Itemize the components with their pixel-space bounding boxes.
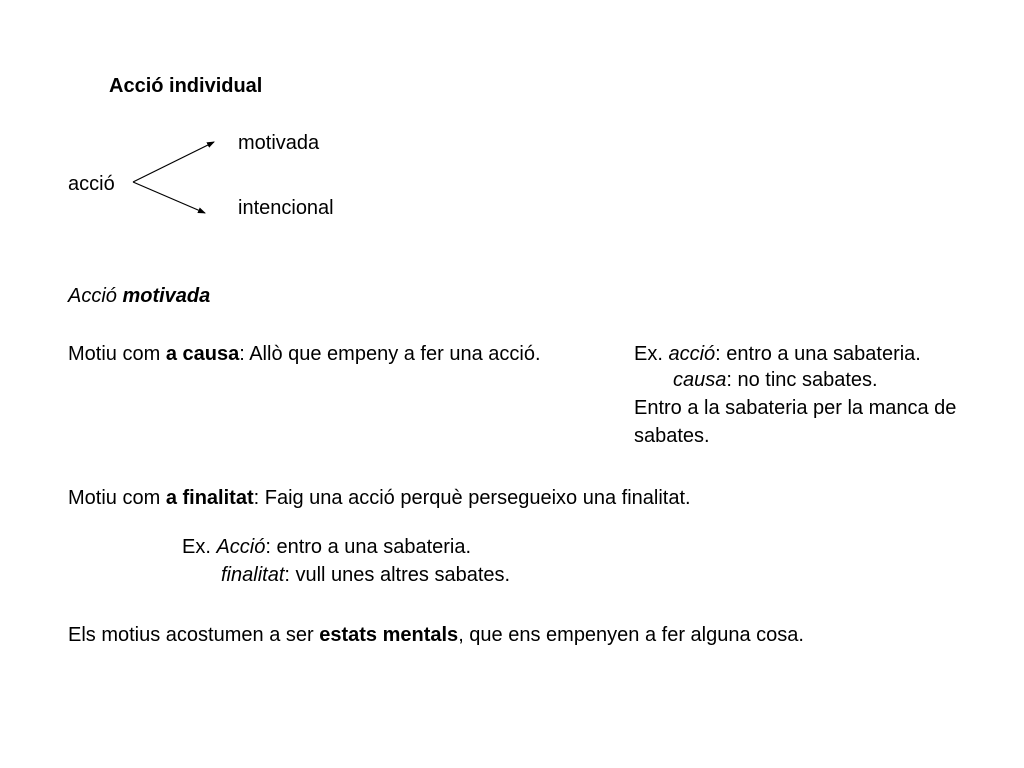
diagram-root-label: acció: [68, 173, 115, 195]
finalitat-example-action: [182, 535, 471, 559]
finalitat-action-text: : entro a una sabateria.: [265, 536, 472, 558]
causa-explanation-line2: sabates.: [634, 425, 710, 447]
arrow-to-motivada: [133, 142, 214, 182]
section-title-part2: motivada: [122, 285, 211, 307]
finalitat-term: a finalitat: [165, 487, 254, 509]
section-title: [68, 284, 210, 308]
arrow-to-intencional: [133, 182, 205, 213]
conclusion-term: estats mentals: [319, 624, 459, 646]
diagram-lower-label: intencional: [238, 197, 334, 219]
finalitat-prefix: Motiu com: [68, 487, 166, 509]
causa-explanation-line1: Entro a la sabateria per la manca de: [634, 397, 957, 419]
finalitat-definition-text: : Faig una acció perquè persegueixo una finalitat.: [253, 487, 691, 509]
causa-action-label: acció: [668, 343, 716, 365]
conclusion-suffix: , que ens empenyen a fer alguna cosa.: [458, 624, 804, 646]
finalitat-ex-label: Ex.: [182, 536, 217, 558]
causa-cause-text: : no tinc sabates.: [726, 369, 878, 391]
causa-ex-label: Ex.: [634, 343, 669, 365]
section-title-part1: Acció: [68, 285, 117, 307]
diagram-upper-label: motivada: [238, 132, 320, 154]
heading: Acció individual: [109, 75, 263, 97]
causa-term: a causa: [165, 343, 240, 365]
causa-definition: [68, 342, 541, 366]
causa-example-action: [634, 342, 921, 366]
finalitat-goal-label: finalitat: [221, 564, 285, 586]
causa-prefix: Motiu com: [68, 343, 166, 365]
causa-action-text: : entro a una sabateria.: [715, 343, 921, 365]
causa-definition-text: : Allò que empeny a fer una acció.: [239, 343, 541, 365]
causa-example-cause: [673, 368, 878, 392]
finalitat-goal-text: : vull unes altres sabates.: [284, 564, 511, 586]
finalitat-definition: [68, 486, 691, 510]
conclusion: [68, 623, 804, 647]
causa-cause-label: causa: [673, 369, 727, 391]
finalitat-example-goal: [221, 563, 510, 587]
conclusion-prefix: Els motius acostumen a ser: [68, 624, 320, 646]
finalitat-action-label: Acció: [216, 536, 266, 558]
